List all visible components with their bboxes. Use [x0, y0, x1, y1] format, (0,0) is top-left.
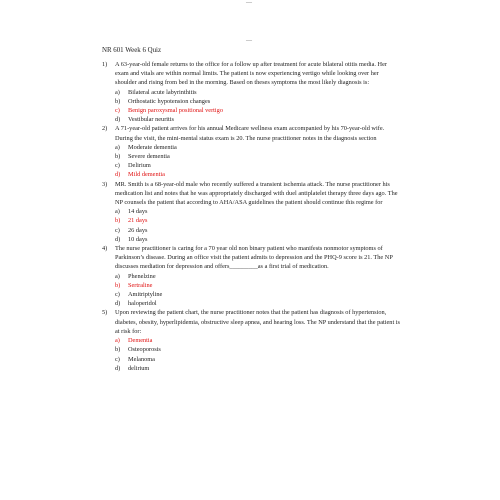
answer-option: [115, 299, 402, 308]
question-1: [102, 60, 402, 124]
answer-option: [115, 207, 402, 216]
option-text: 21 days: [128, 217, 148, 225]
option-letter: b): [115, 217, 121, 225]
option-text: Moderate dementia: [128, 143, 177, 151]
answer-option: [115, 281, 402, 290]
question-3: [102, 180, 402, 244]
option-letter: c): [115, 226, 120, 234]
answer-option: [115, 97, 402, 106]
option-letter: b): [115, 153, 121, 161]
option-letter: a): [115, 337, 120, 345]
option-letter: a): [115, 88, 120, 96]
option-text: Osteoporosis: [128, 346, 161, 354]
option-letter: a): [115, 272, 120, 280]
question-list: [102, 60, 402, 373]
option-text: haloperidol: [128, 300, 157, 308]
option-text: Bilateral acute labyrinthitis: [128, 88, 197, 96]
option-letter: b): [115, 281, 121, 289]
answer-option: [115, 290, 402, 299]
option-text: Mild dementia: [128, 171, 165, 179]
question-stem: The nurse practitioner is caring for a 70 year old non binary patient who manifests nonmotor symptoms of Parkinson’s disease. During an office visit the patient admits to depression and the PHQ-9 score is 21. The NP discusses mediation for depression and offers_________as a first trial of medication.: [115, 245, 393, 271]
question-2: [102, 124, 402, 179]
option-text: Benign paroxysmal positional vertigo: [128, 107, 223, 115]
option-text: Severe dementia: [128, 153, 170, 161]
option-letter: d): [115, 116, 121, 124]
option-letter: d): [115, 364, 121, 372]
option-letter: a): [115, 143, 120, 151]
option-text: 14 days: [128, 208, 148, 216]
header-dash: —: [246, 38, 252, 44]
question-stem: A 71-year-old patient arrives for his annual Medicare wellness exam accompanied by his 70-year-old wife. During the visit, the mini-mental status exam is 20. The nurse practitioner notes in the diagnosis section: [115, 125, 385, 142]
question-number: 3): [102, 180, 108, 188]
option-letter: b): [115, 97, 121, 105]
option-text: Vestibular neuritis: [128, 116, 174, 124]
answer-option: [115, 355, 402, 364]
answer-option: [115, 170, 402, 179]
option-letter: c): [115, 162, 120, 170]
question-number: 5): [102, 309, 108, 317]
question-4: [102, 244, 402, 308]
answer-option: [115, 272, 402, 281]
option-text: Phenelzine: [128, 272, 156, 280]
answer-option: [115, 226, 402, 235]
option-text: 26 days: [128, 226, 148, 234]
option-text: Delirium: [128, 162, 151, 170]
option-letter: a): [115, 208, 120, 216]
option-text: Sertraline: [128, 281, 153, 289]
option-letter: d): [115, 171, 121, 179]
question-number: 4): [102, 245, 108, 253]
answer-option: [115, 364, 402, 373]
option-letter: c): [115, 291, 120, 299]
answer-option: [115, 88, 402, 97]
answer-option: [115, 143, 402, 152]
option-text: Melanoma: [128, 355, 155, 363]
option-letter: c): [115, 107, 120, 115]
option-text: Orthostatic hypotension changes: [128, 97, 211, 105]
option-letter: c): [115, 355, 120, 363]
answer-option: [115, 161, 402, 170]
answer-option: [115, 216, 402, 225]
option-text: Amitriptyline: [128, 291, 163, 299]
document-title: NR 601 Week 6 Quiz: [102, 47, 162, 54]
option-letter: b): [115, 346, 121, 354]
option-text: Dementia: [128, 337, 153, 345]
option-text: 10 days: [128, 235, 148, 243]
question-number: 1): [102, 61, 108, 68]
question-stem: Upon reviewing the patient chart, the nurse practitioner notes that the patient has diagnosis of hypertension, diabetes, obesity, hyperlipidemia, obstructive sleep apnea, and hearing loss. The NP understand that the patient is at risk for:: [115, 309, 400, 335]
question-5: [102, 308, 402, 372]
option-letter: d): [115, 300, 121, 308]
option-text: delirium: [128, 364, 150, 372]
question-stem: A 63-year-old female returns to the office for a follow up after treatment for acute bilateral otitis media. Her exam and vitals are within normal limits. The patient is now experiencing vertigo while looking over her shoulder and rising from bed in the morning. Based on theses symptoms the most likely diagnosis is:: [115, 61, 387, 87]
option-letter: d): [115, 235, 121, 243]
answer-option: [115, 345, 402, 354]
answer-option: [115, 152, 402, 161]
answer-option: [115, 106, 402, 115]
page-top-mark: —: [246, 0, 252, 6]
answer-option: [115, 336, 402, 345]
answer-option: [115, 235, 402, 244]
answer-option: [115, 115, 402, 124]
question-stem: MR. Smith is a 68-year-old male who recently suffered a transient ischemia attack. The nurse practitioner his medication list and notes that he was appropriately discharged with duel antiplatelet therapy three days ago. The NP counsels the patient that according to AHA/ASA guidelines the patient should continue this regime for: [115, 180, 398, 207]
question-number: 2): [102, 125, 108, 133]
